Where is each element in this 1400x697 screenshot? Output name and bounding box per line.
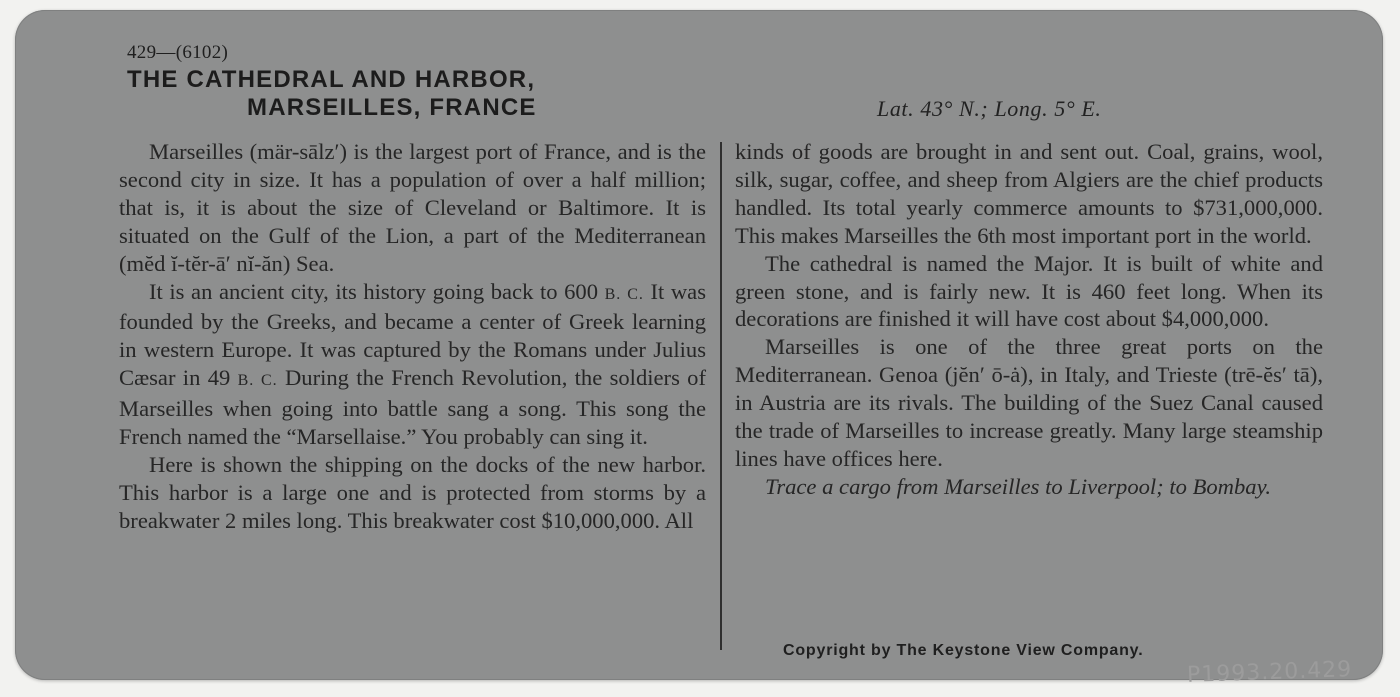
study-prompt: Trace a cargo from Marseilles to Liverpool; to Bombay. [765,473,1272,499]
stereoview-card-back [15,10,1383,688]
title-line-2: MARSEILLES, FRANCE [247,94,537,121]
latitude-longitude: Lat. 43° N.; Long. 5° E. [877,96,1102,121]
copyright-line: Copyright by The Keystone View Company. [783,642,1144,659]
left-paragraph-2 [119,278,706,451]
left-paragraph-2-part-a: It is an ancient city, its history going back to 600 [149,278,599,304]
title-line-1: THE CATHEDRAL AND HARBOR, [127,66,536,93]
right-paragraph-3: Marseilles is one of the three great ports on the Mediterranean. Genoa (jĕn′ ō-ȧ), in Italy, and Trieste (trē-ĕs′ tā), in Austria are its rivals. The building of the Suez Canal caused the trade of Marseilles to increase greatly. Many large steamship lines have offices here. [735,334,1323,471]
left-paragraph-1: Marseilles (mär-sālz′) is the largest port of France, and is the second city in size. It has a population of over a half million; that is, it is about the size of Cleveland or Baltimore. It is situated on the Gulf of the Lion, a part of the Mediterranean (mĕd ĭ-tĕr-ā′ nĭ-ăn) Sea. [119,139,706,276]
bc-abbreviation-2: B. C. [237,372,278,390]
left-text-column [119,138,706,535]
right-paragraph-2: The cathedral is named the Major. It is built of white and green stone, and is fairly new. It is 460 feet long. When its decorations are finished it will have cost about $4,000,000. [735,250,1323,332]
catalog-number: 429—(6102) [127,42,229,63]
right-paragraph-1: kinds of goods are brought in and sent out. Coal, grains, wool, silk, sugar, coffee, and sheep from Algiers are the chief products handled. Its total yearly commerce amounts to $731,000,000. This makes Marseilles the 6th most important port in the world. [735,139,1323,248]
right-text-column [735,138,1323,501]
left-paragraph-3: Here is shown the shipping on the docks of the new harbor. This harbor is a large one and is protected from storms by a breakwater 2 miles long. This breakwater cost $10,000,000. All [119,451,706,533]
accession-number: P1993.20.429 [1186,657,1353,688]
left-paragraph-2-part-c: During the French Revolution, the soldiers of Marseilles when going into battle sang a song. This song the French named the “Marsellaise.” You probably can sing it. [119,365,707,450]
column-divider [720,142,722,650]
bc-abbreviation-1: B. C. [604,285,644,303]
left-paragraph-2-part-b: It was founded by the Greeks, and became a center of Greek learning in western Europe. It was captured by the Romans under Julius Cæsar in 49 [119,278,707,391]
